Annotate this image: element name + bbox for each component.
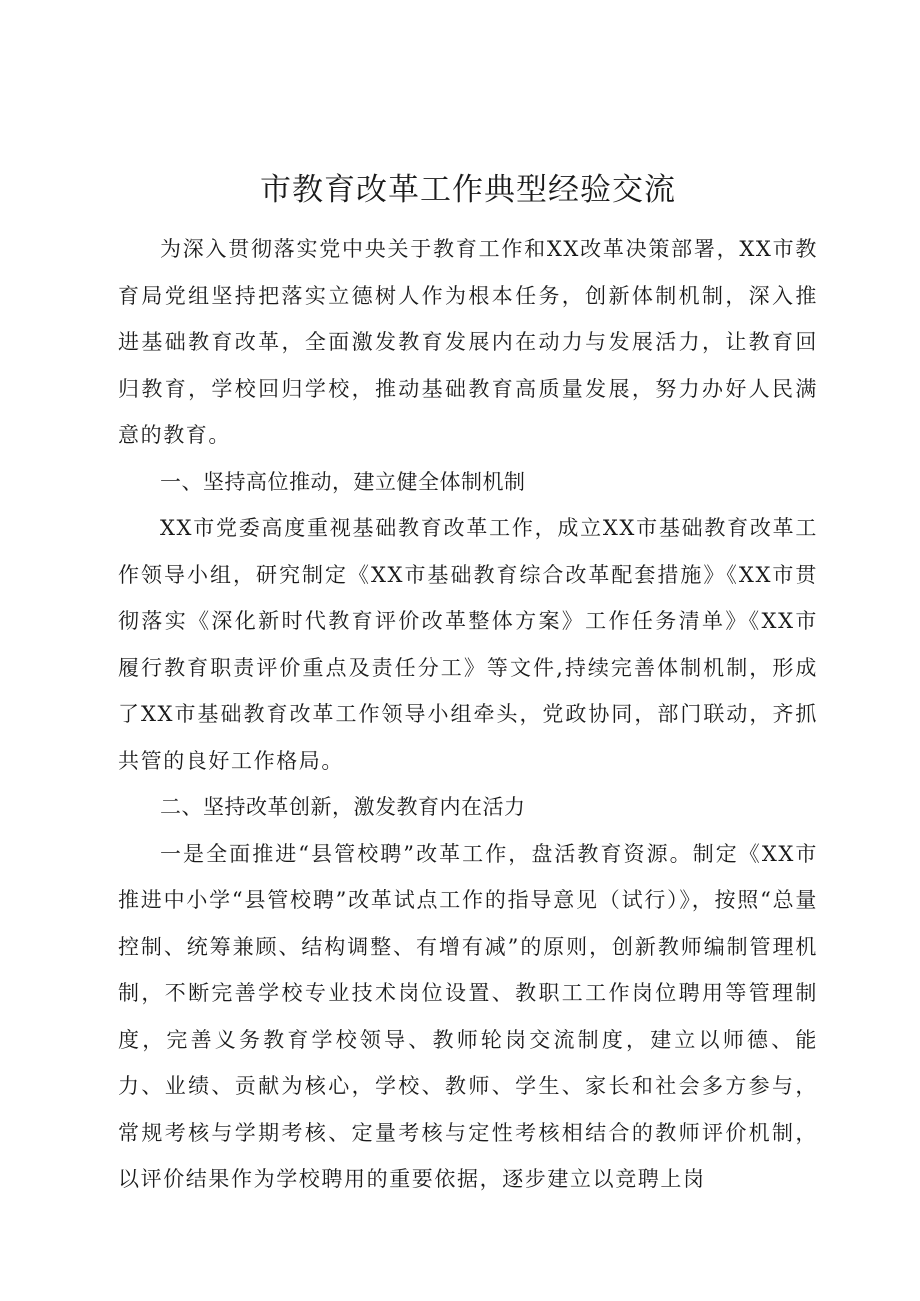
document-title: 市教育改革工作典型经验交流 [260, 172, 676, 208]
section-2-paragraph: 一是全面推进“县管校聘”改革工作，盘活教育资源。制定《XX市推进中小学“县管校聘”改革试点工作的指导意见（试行）》，按照“总量控制、统筹兼顾、结构调整、有增有减”的原则，创新教师编制管理机制，不断完善学校专业技术岗位设置、教职工工作岗位聘用等管理制度，完善义务教育学校领导、教师轮岗交流制度，建立以师德、能力、业绩、贡献为核心，学校、教师、学生、家长和社会多方参与，常规考核与学期考核、定量考核与定性考核相结合的教师评价机制，以评价结果作为学校聘用的重要依据，逐步建立以竞聘上岗 [118, 841, 818, 1191]
section-1-paragraph: XX市党委高度重视基础教育改革工作，成立XX市基础教育改革工作领导小组，研究制定《XX市基础教育综合改革配套措施》《XX市贯彻落实《深化新时代教育评价改革整体方案》工作任务清单》《XX市履行教育职责评价重点及责任分工》等文件,持续完善体制机制，形成了XX市基础教育改革工作领导小组牵头，党政协同，部门联动，齐抓共管的良好工作格局。 [118, 516, 818, 773]
document-page [118, 168, 818, 1203]
section-1-heading: 一、坚持高位推动，建立健全体制机制 [160, 469, 526, 494]
intro-paragraph: 为深入贯彻落实党中央关于教育工作和XX改革决策部署，XX市教育局党组坚持把落实立德树人作为根本任务，创新体制机制，深入推进基础教育改革，全面激发教育发展内在动力与发展活力，让教育回归教育，学校回归学校，推动基础教育高质量发展，努力办好人民满意的教育。 [118, 237, 818, 447]
section-2-heading: 二、坚持改革创新，激发教育内在活力 [160, 795, 526, 819]
